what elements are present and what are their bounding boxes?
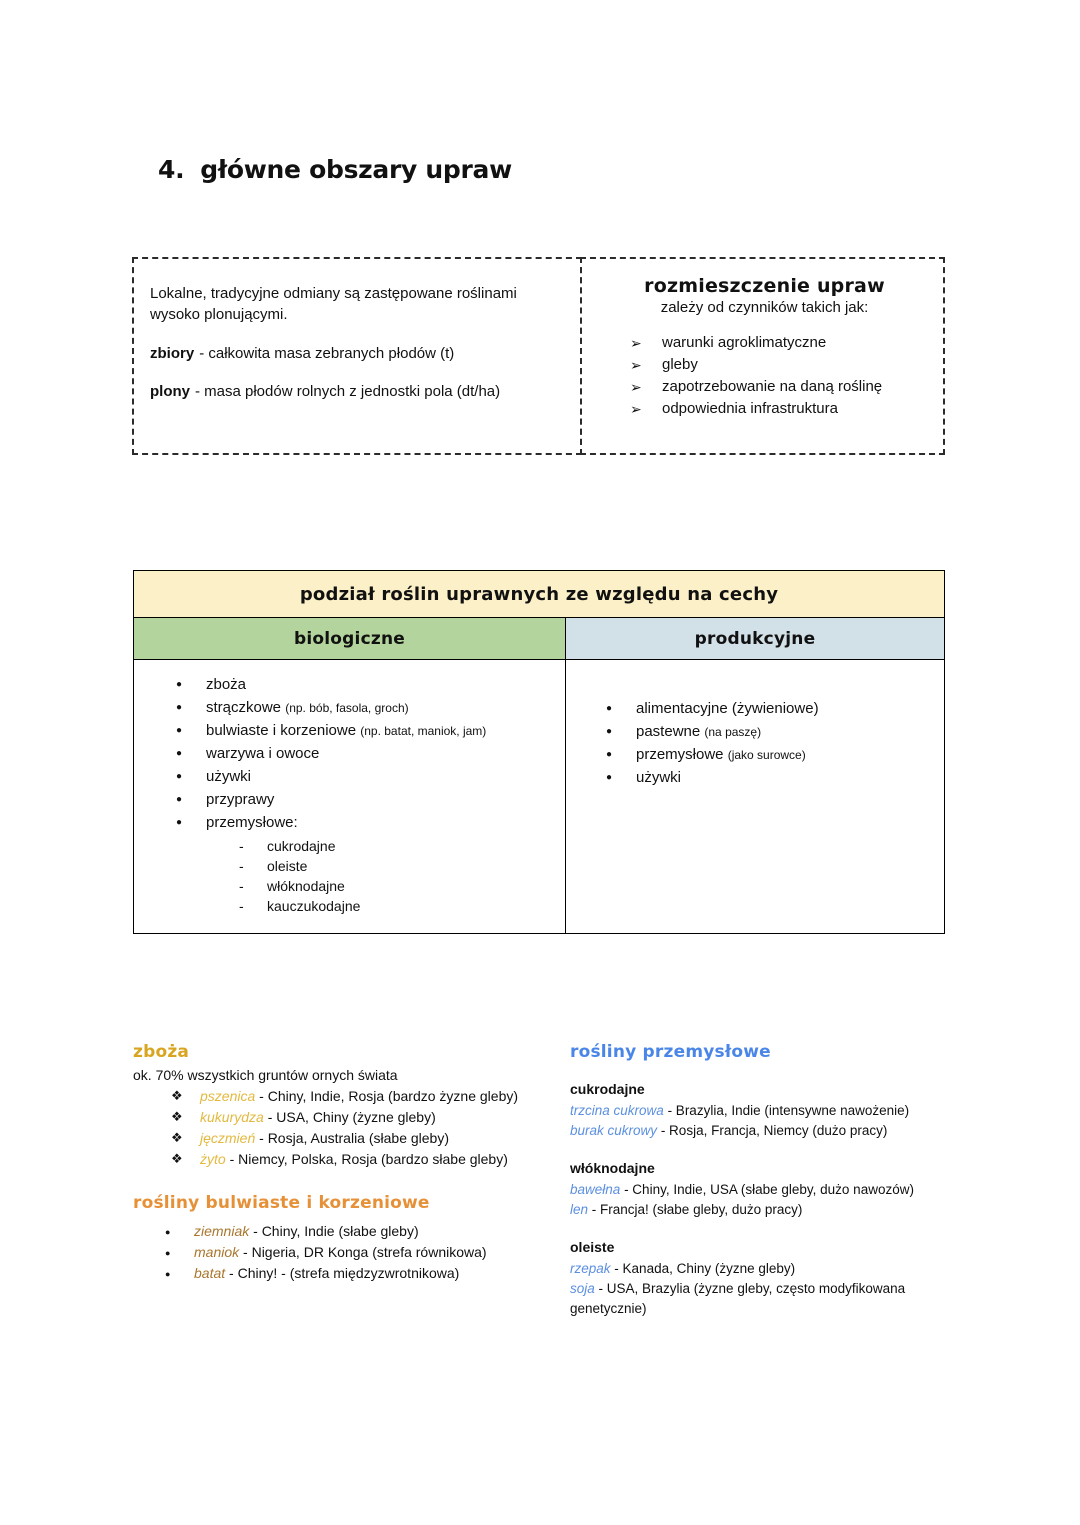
crop-detail: - Chiny! - (strefa międzyzwrotnikowa) [229, 1265, 460, 1281]
list-item [606, 721, 934, 743]
term-zbiory-definition: - całkowita masa zebranych płodów (t) [199, 344, 455, 362]
dot-bullet-icon: ● [176, 679, 183, 690]
diamond-bullet-icon: ❖ [171, 1130, 183, 1145]
dot-bullet-icon: ● [606, 726, 613, 737]
industrial-group-cukrodajne [570, 1081, 953, 1141]
dot-bullet-icon: ● [176, 771, 183, 782]
list-item [606, 744, 934, 766]
dot-bullet-icon: ● [176, 817, 183, 828]
cereals-intro: ok. 70% wszystkich gruntów ornych świata [133, 1067, 398, 1083]
list-item-label: używki [206, 768, 252, 785]
list-item-label: pastewne [636, 723, 701, 740]
list-item [176, 743, 555, 765]
distribution-box-subtitle: zależy od czynników takich jak: [660, 299, 869, 316]
dot-bullet-icon: ● [176, 748, 183, 759]
dot-bullet-icon: ● [176, 725, 183, 736]
page-title-text: główne obszary upraw [200, 155, 512, 184]
crop-entry [570, 1180, 953, 1200]
crop-name: rzepak [570, 1261, 611, 1276]
info-boxes [132, 257, 945, 455]
table-header-row [134, 618, 944, 660]
list-item [606, 698, 934, 720]
list-item-note: (jako surowce) [727, 748, 806, 762]
industrial-group-oleiste [570, 1239, 953, 1319]
list-item-label: oleiste [267, 858, 308, 874]
term-zbiory: zbiory [150, 344, 195, 362]
list-item [239, 856, 555, 876]
crop-detail: - Nigeria, DR Konga (strefa równikowa) [243, 1244, 487, 1260]
distribution-factors-list [600, 332, 929, 420]
diamond-bullet-icon: ❖ [171, 1109, 183, 1124]
arrow-bullet-icon: ➢ [630, 357, 642, 373]
list-item [165, 1242, 570, 1263]
dash-bullet-icon: - [239, 838, 244, 854]
list-item-label: zboża [206, 676, 247, 693]
distribution-box-title: rozmieszczenie upraw [644, 275, 885, 297]
list-item-label: cukrodajne [267, 838, 336, 854]
crop-entry [570, 1279, 953, 1319]
list-item [171, 1149, 570, 1169]
production-cell [566, 660, 944, 933]
list-item [176, 697, 555, 719]
crop-name: pszenica [200, 1088, 256, 1104]
industrial-group-wloknodajne [570, 1160, 953, 1220]
biological-cell [134, 660, 566, 933]
dot-bullet-icon: ● [606, 749, 613, 760]
classification-table [133, 570, 945, 934]
crop-name: burak cukrowy [570, 1123, 658, 1138]
list-item [171, 1128, 570, 1148]
list-item [171, 1107, 570, 1127]
list-item [176, 674, 555, 696]
crop-entry [570, 1259, 953, 1279]
tubers-section [133, 1193, 570, 1284]
list-item-label: używki [636, 769, 682, 786]
definitions-intro: Lokalne, tradycyjne odmiany są zastępowane roślinami wysoko plonującymi. [150, 285, 517, 324]
crop-detail: - Rosja, Francja, Niemcy (dużo pracy) [660, 1123, 888, 1138]
list-item-label: warunki agroklimatyczne [662, 334, 827, 351]
crop-name: soja [570, 1281, 595, 1296]
list-item-label: gleby [662, 356, 698, 373]
definition-plony [150, 381, 560, 402]
dot-bullet-icon: ● [606, 703, 613, 714]
group-label: oleiste [570, 1239, 615, 1255]
industrial-heading: rośliny przemysłowe [570, 1042, 771, 1062]
tubers-heading: rośliny bulwiaste i korzeniowe [133, 1193, 430, 1213]
list-item-note: (np. batat, maniok, jam) [360, 724, 487, 738]
column-header-produkcyjne: produkcyjne [566, 618, 944, 659]
list-item [165, 1221, 570, 1242]
list-item [176, 812, 555, 916]
arrow-bullet-icon: ➢ [630, 335, 642, 351]
diamond-bullet-icon: ❖ [171, 1151, 183, 1166]
list-item-note: (np. bób, fasola, groch) [285, 701, 409, 715]
list-item [630, 398, 929, 420]
crop-name: ziemniak [194, 1223, 250, 1239]
diamond-bullet-icon: ❖ [171, 1088, 183, 1103]
crop-detail: - Niemcy, Polska, Rosja (bardzo słabe gleby) [229, 1151, 508, 1167]
dot-bullet-icon: ● [176, 794, 183, 805]
list-item-label: przemysłowe: [206, 814, 298, 831]
list-item [630, 332, 929, 354]
list-item-label: bulwiaste i korzeniowe [206, 722, 357, 739]
crop-entry [570, 1101, 953, 1121]
list-item [171, 1086, 570, 1106]
list-item-label: alimentacyjne (żywieniowe) [636, 700, 819, 717]
table-body-row [134, 660, 944, 933]
crop-detail: - Rosja, Australia (słabe gleby) [259, 1130, 450, 1146]
list-item-note: (na paszę) [704, 725, 762, 739]
biological-list [176, 674, 555, 916]
crop-detail: - Chiny, Indie, USA (słabe gleby, dużo nawozów) [624, 1182, 914, 1197]
arrow-bullet-icon: ➢ [630, 401, 642, 417]
list-item [239, 876, 555, 896]
dash-bullet-icon: - [239, 898, 244, 914]
crop-detail: - USA, Chiny (żyzne gleby) [267, 1109, 436, 1125]
dot-bullet-icon: ● [165, 1227, 171, 1237]
crop-name: żyto [200, 1151, 226, 1167]
crop-detail: - Brazylia, Indie (intensywne nawożenie) [667, 1103, 910, 1118]
tubers-list [133, 1221, 570, 1284]
term-plony-definition: - masa płodów rolnych z jednostki pola (dt/ha) [195, 382, 501, 400]
crop-detail: - Francja! (słabe gleby, dużo pracy) [591, 1202, 803, 1217]
list-item [630, 376, 929, 398]
bottom-left-column [133, 1042, 570, 1319]
list-item [239, 896, 555, 916]
page-title [158, 155, 512, 184]
table-title: podział roślin uprawnych ze względu na cechy [134, 571, 944, 618]
crop-detail: - Chiny, Indie, Rosja (bardzo żyzne gleby) [259, 1088, 519, 1104]
definitions-box [132, 257, 582, 455]
list-item-label: kauczukodajne [267, 898, 361, 914]
cereals-list [133, 1086, 570, 1169]
term-plony: plony [150, 382, 190, 400]
crop-detail: - Kanada, Chiny (żyzne gleby) [614, 1261, 796, 1276]
list-item [176, 789, 555, 811]
list-item [165, 1263, 570, 1284]
crop-entry [570, 1200, 953, 1220]
list-item-label: przemysłowe [636, 746, 724, 763]
crop-entry [570, 1121, 953, 1141]
list-item-label: zapotrzebowanie na daną roślinę [662, 378, 883, 395]
list-item-label: przyprawy [206, 791, 275, 808]
group-label: cukrodajne [570, 1081, 645, 1097]
list-item [176, 720, 555, 742]
list-item-label: strączkowe [206, 699, 282, 716]
production-list [606, 698, 934, 789]
industrial-sub-list [239, 836, 555, 916]
crop-name: jęczmień [200, 1130, 256, 1146]
distribution-box [580, 257, 945, 455]
dot-bullet-icon: ● [606, 772, 613, 783]
crop-detail: - Chiny, Indie (słabe gleby) [253, 1223, 419, 1239]
list-item-label: odpowiednia infrastruktura [662, 400, 838, 417]
crop-name: len [570, 1202, 589, 1217]
crop-name: batat [194, 1265, 226, 1281]
crop-name: trzcina cukrowa [570, 1103, 664, 1118]
list-item [176, 766, 555, 788]
dash-bullet-icon: - [239, 858, 244, 874]
dot-bullet-icon: ● [165, 1269, 171, 1279]
list-item [630, 354, 929, 376]
list-item [606, 767, 934, 789]
bottom-right-column [570, 1042, 953, 1319]
page-title-number: 4. [158, 155, 185, 184]
crop-name: kukurydza [200, 1109, 264, 1125]
definition-zbiory [150, 343, 560, 364]
crop-name: bawełna [570, 1182, 621, 1197]
group-label: włóknodajne [570, 1160, 655, 1176]
dot-bullet-icon: ● [176, 702, 183, 713]
crop-detail: - USA, Brazylia (żyzne gleby, często modyfikowana genetycznie) [570, 1281, 906, 1316]
bottom-notes [133, 1042, 953, 1319]
list-item-label: warzywa i owoce [206, 745, 320, 762]
dash-bullet-icon: - [239, 878, 244, 894]
column-header-biologiczne: biologiczne [134, 618, 566, 659]
list-item [239, 836, 555, 856]
crop-name: maniok [194, 1244, 240, 1260]
list-item-label: włóknodajne [267, 878, 345, 894]
cereals-heading: zboża [133, 1042, 190, 1062]
dot-bullet-icon: ● [165, 1248, 171, 1258]
arrow-bullet-icon: ➢ [630, 379, 642, 395]
